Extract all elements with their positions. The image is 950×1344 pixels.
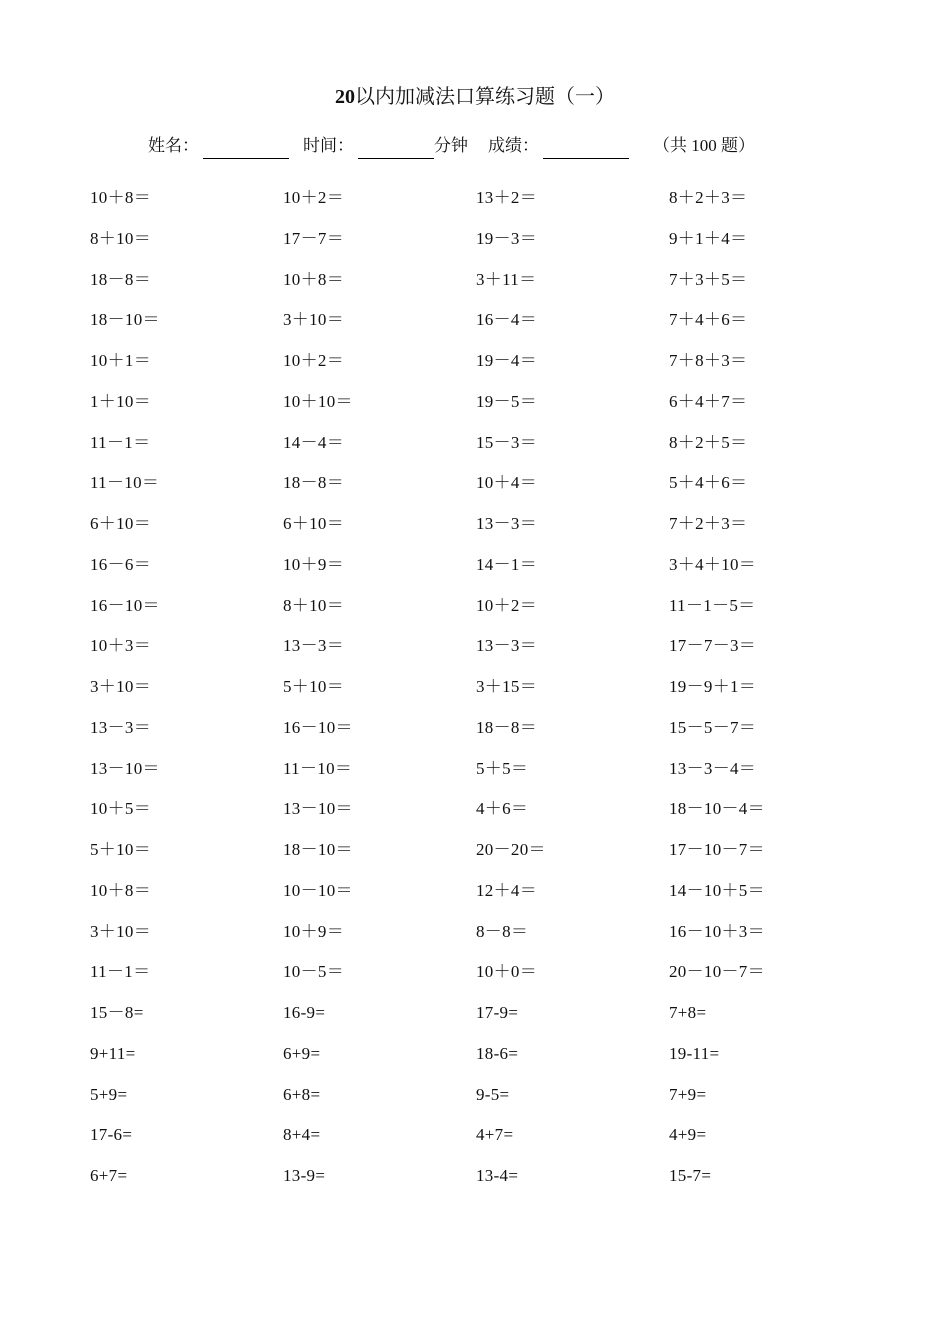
problem-item: 7+9= — [669, 1084, 707, 1104]
problem-item: 9-5= — [476, 1084, 510, 1104]
problem-item: 19－3＝ — [476, 228, 537, 248]
problem-item: 19－4＝ — [476, 351, 537, 370]
problem-item: 13-9= — [283, 1166, 326, 1185]
problem-item: 4+7= — [476, 1125, 514, 1145]
problem-item: 18－10－4＝ — [669, 799, 765, 819]
problem-item: 15－3＝ — [476, 432, 537, 452]
problem-item: 18－8＝ — [283, 473, 344, 493]
score-blank[interactable] — [543, 140, 629, 159]
problem-item: 5＋10＝ — [283, 677, 344, 696]
problem-item: 5＋4＋6＝ — [669, 473, 748, 493]
problem-item: 1＋10＝ — [90, 391, 151, 411]
problem-item: 5+9= — [90, 1084, 128, 1104]
problem-item: 11－10＝ — [283, 758, 353, 778]
problem-item: 18－8＝ — [90, 269, 151, 289]
problem-item: 6+8= — [283, 1084, 321, 1104]
problem-item: 11－1－5＝ — [669, 595, 756, 615]
problem-item: 3＋4＋10＝ — [669, 554, 757, 574]
problem-item: 10＋3＝ — [90, 636, 151, 656]
problem-item: 10＋10＝ — [283, 391, 353, 411]
problem-item: 5＋10＝ — [90, 840, 151, 859]
problem-item: 10＋5＝ — [90, 799, 151, 819]
problem-item: 18－10＝ — [283, 840, 353, 859]
problem-item: 20－20＝ — [476, 840, 546, 859]
problem-item: 9+11= — [90, 1043, 136, 1063]
problem-item: 10＋9＝ — [283, 921, 344, 941]
problem-item: 10＋1＝ — [90, 351, 151, 370]
problem-item: 8－8＝ — [476, 921, 529, 941]
student-info-line — [148, 133, 950, 159]
problem-item: 19-11= — [669, 1043, 720, 1063]
problem-item: 10＋2＝ — [283, 351, 344, 370]
problem-item: 10＋2＝ — [476, 595, 537, 615]
problem-item: 3＋15＝ — [476, 677, 537, 696]
problem-item: 7+8= — [669, 1003, 707, 1022]
problem-item: 10＋0＝ — [476, 962, 537, 982]
problem-item: 14－4＝ — [283, 432, 344, 452]
problem-item: 10＋8＝ — [90, 880, 151, 900]
problem-item: 20－10－7＝ — [669, 962, 765, 982]
time-label: 时间： — [303, 136, 354, 155]
problem-item: 4＋6＝ — [476, 799, 529, 819]
name-label: 姓名： — [148, 136, 199, 155]
title-number: 20 — [335, 86, 355, 108]
problem-item: 7＋4＋6＝ — [669, 310, 748, 330]
problem-item: 7＋3＋5＝ — [669, 269, 748, 289]
problem-item: 17－7＝ — [283, 228, 344, 248]
problem-item: 10＋4＝ — [476, 473, 537, 493]
problem-item: 8＋10＝ — [283, 595, 344, 615]
score-label: 成绩： — [488, 136, 539, 155]
name-blank[interactable] — [203, 140, 289, 159]
problem-item: 11－1＝ — [90, 432, 151, 452]
problem-item: 6＋4＋7＝ — [669, 391, 748, 411]
problem-grid — [90, 185, 862, 1204]
problem-item: 10－10＝ — [283, 880, 353, 900]
problem-item: 13－3－4＝ — [669, 758, 757, 778]
problem-item: 13＋2＝ — [476, 188, 537, 207]
problem-item: 8＋10＝ — [90, 228, 151, 248]
problem-item: 16－10＝ — [90, 595, 160, 615]
problem-item: 13－3＝ — [90, 717, 151, 737]
minute-label: 分钟 — [434, 136, 468, 155]
problem-item: 13－10＝ — [90, 758, 160, 778]
problem-item: 3＋10＝ — [283, 310, 344, 330]
problem-item: 14－10＋5＝ — [669, 880, 765, 900]
problem-item: 17－7－3＝ — [669, 636, 757, 656]
problem-item: 19－9＋1＝ — [669, 677, 757, 696]
problem-item: 3＋11＝ — [476, 269, 537, 289]
problem-item: 6＋10＝ — [90, 514, 151, 533]
problem-item: 13－3＝ — [476, 636, 537, 656]
problem-item: 16－4＝ — [476, 310, 537, 330]
problem-item: 3＋10＝ — [90, 921, 151, 941]
problem-item: 8＋2＋5＝ — [669, 432, 748, 452]
problem-item: 10＋9＝ — [283, 554, 344, 574]
problem-item: 18-6= — [476, 1043, 519, 1063]
problem-item: 13-4= — [476, 1166, 519, 1185]
problem-item: 15－5－7＝ — [669, 717, 757, 737]
problem-item: 6+9= — [283, 1043, 321, 1063]
problem-item: 13－3＝ — [283, 636, 344, 656]
problem-item: 8+4= — [283, 1125, 321, 1145]
time-blank[interactable] — [358, 140, 434, 159]
problem-item: 3＋10＝ — [90, 677, 151, 696]
problem-item: 10－5＝ — [283, 962, 344, 982]
title-text: 以内加减法口算练习题（一） — [355, 86, 615, 108]
problem-item: 16-9= — [283, 1003, 326, 1022]
problem-item: 7＋2＋3＝ — [669, 514, 748, 533]
problem-item: 6+7= — [90, 1166, 128, 1185]
problem-item: 9＋1＋4＝ — [669, 228, 748, 248]
problem-item: 13－3＝ — [476, 514, 537, 533]
problem-item: 11－1＝ — [90, 962, 151, 982]
problem-item: 15－8= — [90, 1003, 144, 1022]
problem-item: 5＋5＝ — [476, 758, 529, 778]
problem-item: 8＋2＋3＝ — [669, 188, 748, 207]
problem-item: 16－10＋3＝ — [669, 921, 765, 941]
problem-item: 10＋2＝ — [283, 188, 344, 207]
problem-item: 18－10＝ — [90, 310, 160, 330]
problem-item: 18－8＝ — [476, 717, 537, 737]
problem-item: 16－10＝ — [283, 717, 353, 737]
problem-item: 11－10＝ — [90, 473, 160, 493]
total-questions-label: （共 100 题） — [653, 136, 755, 155]
problem-item: 10＋8＝ — [90, 188, 151, 207]
problem-item: 19－5＝ — [476, 391, 537, 411]
problem-item: 4+9= — [669, 1125, 707, 1145]
problem-item: 10＋8＝ — [283, 269, 344, 289]
problem-item: 12＋4＝ — [476, 880, 537, 900]
problem-item: 7＋8＋3＝ — [669, 351, 748, 370]
problem-item: 14－1＝ — [476, 554, 537, 574]
problem-item: 16－6＝ — [90, 554, 151, 574]
worksheet-title — [0, 83, 950, 111]
problem-item: 17-9= — [476, 1003, 519, 1022]
problem-item: 6＋10＝ — [283, 514, 344, 533]
problem-item: 15-7= — [669, 1166, 712, 1185]
problem-item: 17-6= — [90, 1125, 133, 1145]
problem-item: 13－10＝ — [283, 799, 353, 819]
problem-item: 17－10－7＝ — [669, 840, 765, 859]
